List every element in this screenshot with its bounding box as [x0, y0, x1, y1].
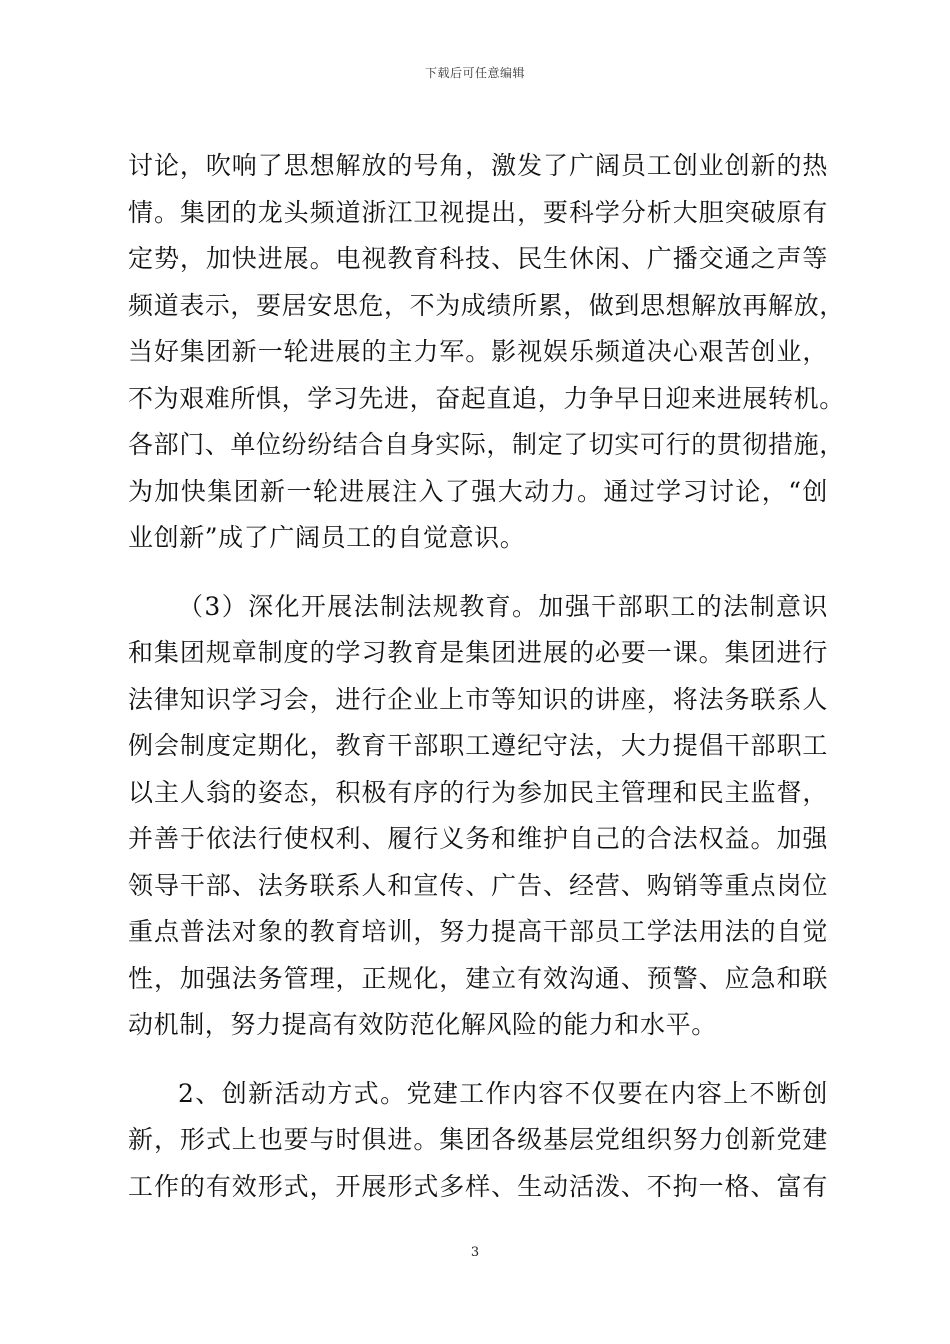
text-line: 情。集团的龙头频道浙江卫视提出，要科学分析大胆突破原有	[128, 197, 828, 227]
text-line: 业创新”成了广阔员工的自觉意识。	[128, 523, 526, 552]
paragraph-2	[128, 584, 828, 1049]
text-line: 新，形式上也要与时俱进。集团各级基层党组织努力创新党建	[128, 1125, 828, 1154]
page-number: 3	[470, 1245, 480, 1260]
text-line: 领导干部、法务联系人和宣传、广告、经营、购销等重点岗位	[128, 870, 828, 900]
text-line: 各部门、单位纷纷结合自身实际，制定了切实可行的贯彻措施，	[128, 430, 845, 459]
text-line: 定势，加快进展。电视教育科技、民生休闲、广播交通之声等	[128, 244, 828, 273]
text-line: 和集团规章制度的学习教育是集团进展的必要一课。集团进行	[128, 638, 828, 667]
text-line: 2、创新活动方式。党建工作内容不仅要在内容上不断创	[178, 1078, 828, 1108]
text-line: 当好集团新一轮进展的主力军。影视娱乐频道决心艰苦创业，	[128, 337, 828, 366]
text-line: 并善于依法行使权利、履行义务和维护自己的合法权益。加强	[128, 824, 828, 853]
text-line: 为加快集团新一轮进展注入了强大动力。通过学习讨论，“创	[128, 476, 828, 506]
text-line: 工作的有效形式，开展形式多样、生动活泼、不拘一格、富有	[128, 1171, 828, 1201]
paragraph-1	[128, 143, 845, 562]
paragraph-3	[128, 1071, 828, 1211]
text-line: 以主人翁的姿态，积极有序的行为参加民主管理和民主监督，	[128, 777, 828, 807]
text-line: 法律知识学习会，进行企业上市等知识的讲座，将法务联系人	[128, 684, 828, 714]
text-line: （3）深化开展法制法规教育。加强干部职工的法制意识	[178, 591, 828, 621]
text-line: 不为艰难所惧，学习先进，奋起直追，力争早日迎来进展转机。	[128, 383, 845, 413]
text-line: 讨论，吹响了思想解放的号角，激发了广阔员工创业创新的热	[128, 151, 828, 180]
text-line: 动机制，努力提高有效防范化解风险的能力和水平。	[128, 1010, 717, 1039]
text-line: 频道表示，要居安思危，不为成绩所累，做到思想解放再解放，	[128, 290, 845, 320]
page-header-note: 下载后可任意编辑	[424, 66, 525, 80]
document-body	[128, 143, 845, 1210]
text-line: 例会制度定期化，教育干部职工遵纪守法，大力提倡干部职工	[128, 731, 828, 760]
text-line: 性，加强法务管理，正规化，建立有效沟通、预警、应急和联	[128, 963, 828, 993]
text-line: 重点普法对象的教育培训，努力提高干部员工学法用法的自觉	[128, 917, 828, 946]
